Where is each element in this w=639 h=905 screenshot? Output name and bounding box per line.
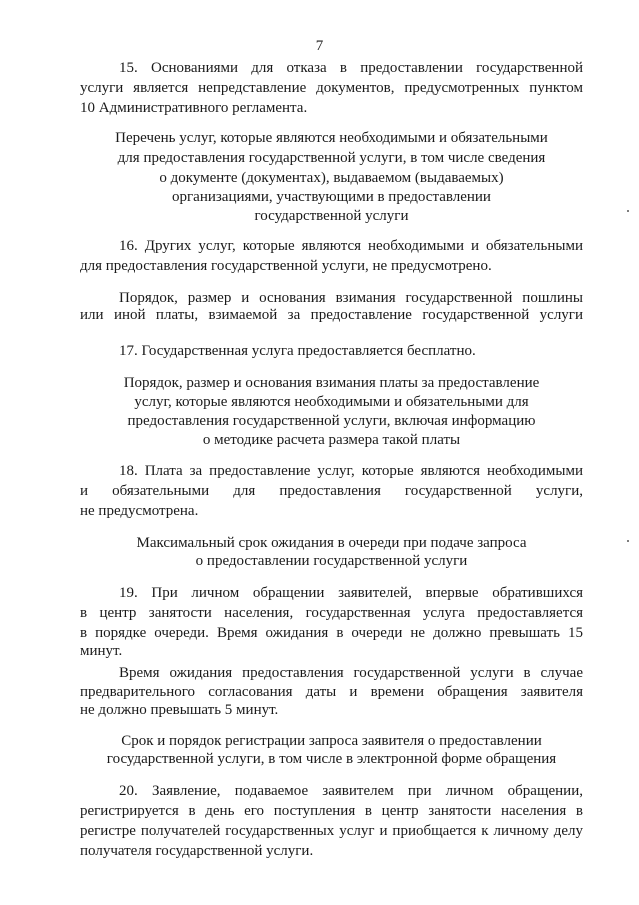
paragraph-17: 17. Государственная услуга предоставляется бесплатно.: [119, 343, 476, 359]
paragraph-19-line-1: 19. При личном обращении заявителей, впервые обратившихся: [119, 585, 583, 601]
paragraph-19-line-4: минут.: [80, 643, 123, 659]
paragraph-20-line-1: 20. Заявление, подаваемое заявителем при личном обращении,: [119, 783, 583, 799]
heading-poshlina-line-1: Порядок, размер и основания взимания государственной пошлины: [119, 290, 583, 306]
paragraph-19-line-2: в центр занятости населения, государственная услуга предоставляется: [80, 605, 583, 621]
paragraph-15-line-3: 10 Административного регламента.: [80, 100, 308, 116]
heading-srok-ozhidaniya-line-2: о предоставлении государственной услуги: [195, 553, 468, 569]
heading-registraciya-line-2: государственной услуги, в том числе в электронной форме обращения: [106, 751, 557, 767]
heading-srok-ozhidaniya-line-1: Максимальный срок ожидания в очереди при подаче запроса: [136, 535, 527, 551]
paragraph-20-line-2: регистрируется в день его поступления в центр занятости населения в: [80, 803, 583, 819]
paragraph-20-line-3: регистре получателей государственных услуг и приобщается к личному делу: [80, 823, 583, 839]
heading-registraciya-line-1: Срок и порядок регистрации запроса заявителя о предоставлении: [121, 733, 542, 749]
paragraph-15-line-1: 15. Основаниями для отказа в предоставлении государственной: [119, 60, 583, 76]
scan-speck: [627, 540, 629, 542]
heading-plata-line-4: о методике расчета размера такой платы: [202, 432, 461, 448]
heading-perechen-line-5: государственной услуги: [254, 208, 409, 224]
heading-poshlina-line-2: или иной платы, взимаемой за предоставление государственной услуги: [80, 307, 583, 323]
scan-speck: [627, 210, 629, 212]
paragraph-16-line-2: для предоставления государственной услуги, не предусмотрено.: [80, 258, 492, 274]
heading-plata-line-3: предоставления государственной услуги, включая информацию: [127, 413, 536, 429]
paragraph-20-line-4: получателя государственной услуги.: [80, 843, 314, 859]
heading-plata-line-2: услуг, которые являются необходимыми и обязательными для: [134, 394, 529, 410]
heading-perechen-line-1: Перечень услуг, которые являются необходимыми и обязательными: [115, 130, 548, 146]
page-number: 7: [315, 38, 324, 54]
heading-perechen-line-2: для предоставления государственной услуги, в том числе сведения: [117, 150, 546, 166]
paragraph-18-line-1: 18. Плата за предоставление услуг, которые являются необходимыми: [119, 463, 583, 479]
paragraph-16-line-1: 16. Других услуг, которые являются необходимыми и обязательными: [119, 238, 583, 254]
paragraph-15-line-2: услуги является непредставление документов, предусмотренных пунктом: [80, 80, 583, 96]
paragraph-18-line-3: не предусмотрена.: [80, 503, 199, 519]
heading-plata-line-1: Порядок, размер и основания взимания платы за предоставление: [123, 375, 540, 391]
paragraph-19b-line-2: предварительного согласования даты и времени обращения заявителя: [80, 684, 583, 700]
heading-perechen-line-3: о документе (документах), выдаваемом (выдаваемых): [159, 170, 504, 186]
paragraph-19b-line-1: Время ожидания предоставления государственной услуги в случае: [119, 665, 583, 681]
heading-perechen-line-4: организациями, участвующими в предоставлении: [172, 189, 491, 205]
paragraph-18-line-2: и обязательными для предоставления государственной услуги,: [80, 483, 583, 499]
paragraph-19b-line-3: не должно превышать 5 минут.: [80, 702, 279, 718]
paragraph-19-line-3: в порядке очереди. Время ожидания в очереди не должно превышать 15: [80, 625, 583, 641]
